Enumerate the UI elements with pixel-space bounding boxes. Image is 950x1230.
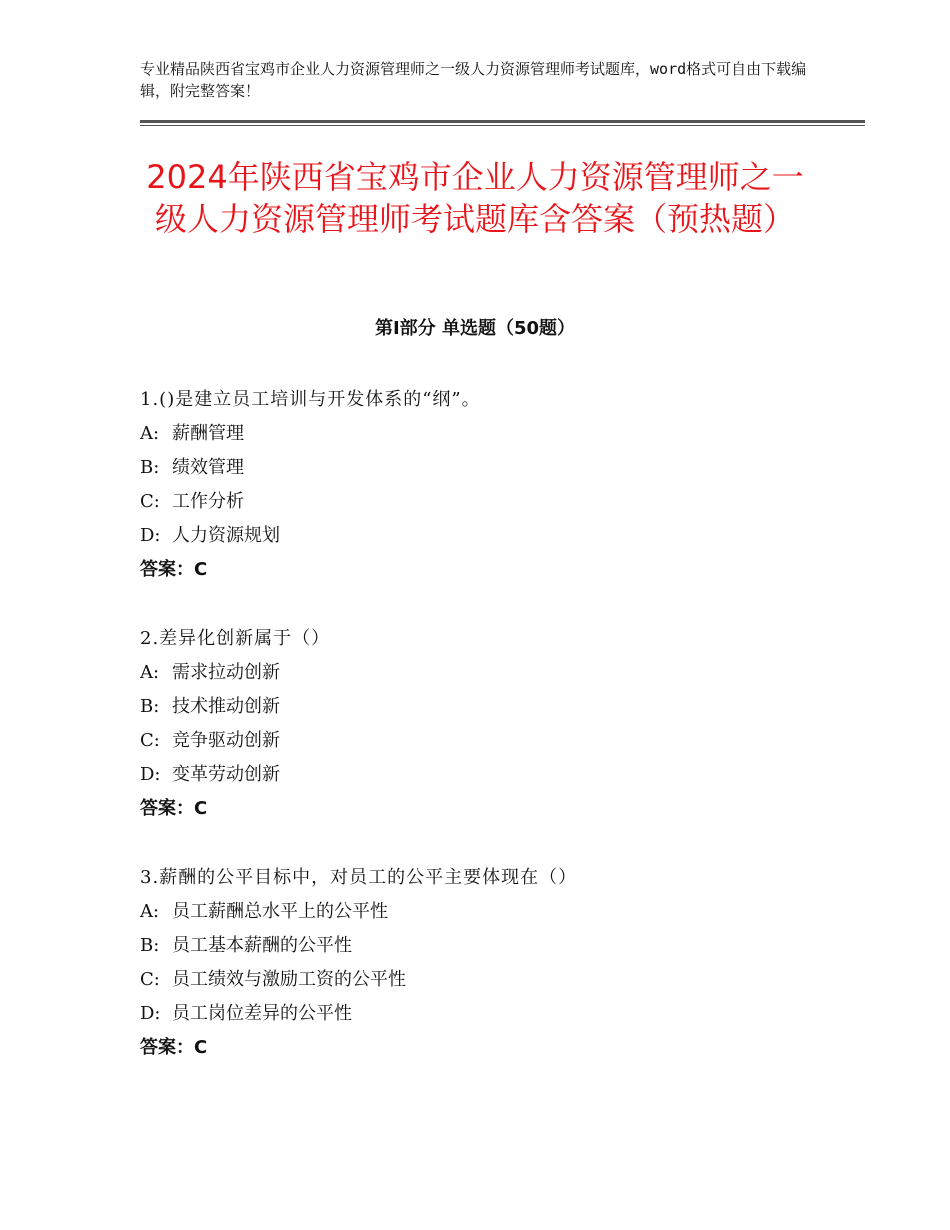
header-rule-thick (140, 120, 865, 123)
option-text: 工作分析 (172, 491, 244, 512)
option-c (140, 485, 840, 519)
answer-value: C (194, 1037, 208, 1058)
option-b (140, 451, 840, 485)
option-text: 需求拉动创新 (172, 662, 280, 683)
question-stem: 2.差异化创新属于（） (140, 628, 331, 649)
option-text: 员工基本薪酬的公平性 (172, 935, 352, 956)
question-stem: 3.薪酬的公平目标中，对员工的公平主要体现在（） (140, 867, 578, 888)
option-text: 员工薪酬总水平上的公平性 (172, 901, 388, 922)
option-b (140, 690, 840, 724)
answer-value: C (194, 798, 208, 819)
answer-label: 答案： (140, 798, 194, 819)
document-title: 2024年陕西省宝鸡市企业人力资源管理师之一级人力资源管理师考试题库含答案（预热题） (146, 158, 804, 238)
option-text: 薪酬管理 (172, 423, 244, 444)
header-note: 专业精品陕西省宝鸡市企业人力资源管理师之一级人力资源管理师考试题库，word格式可自由下载编辑，附完整答案！ (140, 60, 807, 100)
option-text: 员工岗位差异的公平性 (172, 1003, 352, 1024)
option-a (140, 417, 840, 451)
option-text: 技术推动创新 (172, 696, 280, 717)
option-c (140, 963, 840, 997)
option-b (140, 929, 840, 963)
option-letter: A: (140, 423, 160, 444)
answer-label: 答案： (140, 1037, 194, 1058)
option-letter: C: (140, 491, 160, 512)
answer-value: C (194, 559, 208, 580)
option-d (140, 758, 840, 792)
option-text: 绩效管理 (172, 457, 244, 478)
option-text: 竞争驱动创新 (172, 730, 280, 751)
option-letter: B: (140, 457, 160, 478)
option-letter: D: (140, 1003, 161, 1024)
option-d (140, 997, 840, 1031)
option-letter: C: (140, 730, 160, 751)
answer-label: 答案： (140, 559, 194, 580)
question-1 (140, 383, 840, 587)
option-letter: D: (140, 764, 161, 785)
question-3 (140, 861, 840, 1065)
option-letter: B: (140, 935, 160, 956)
section-heading: 第Ⅰ部分 单选题（50题） (374, 318, 575, 339)
option-text: 员工绩效与激励工资的公平性 (172, 969, 406, 990)
question-stem: 1.()是建立员工培训与开发体系的“纲”。 (140, 389, 481, 410)
header-rule-thin (140, 125, 865, 126)
option-letter: D: (140, 525, 161, 546)
option-letter: A: (140, 662, 160, 683)
option-text: 变革劳动创新 (172, 764, 280, 785)
option-letter: A: (140, 901, 160, 922)
answer-line (140, 1031, 840, 1065)
option-letter: C: (140, 969, 160, 990)
question-2 (140, 622, 840, 826)
option-letter: B: (140, 696, 160, 717)
option-d (140, 519, 840, 553)
option-a (140, 895, 840, 929)
option-c (140, 724, 840, 758)
option-a (140, 656, 840, 690)
answer-line (140, 792, 840, 826)
option-text: 人力资源规划 (172, 525, 280, 546)
answer-line (140, 553, 840, 587)
